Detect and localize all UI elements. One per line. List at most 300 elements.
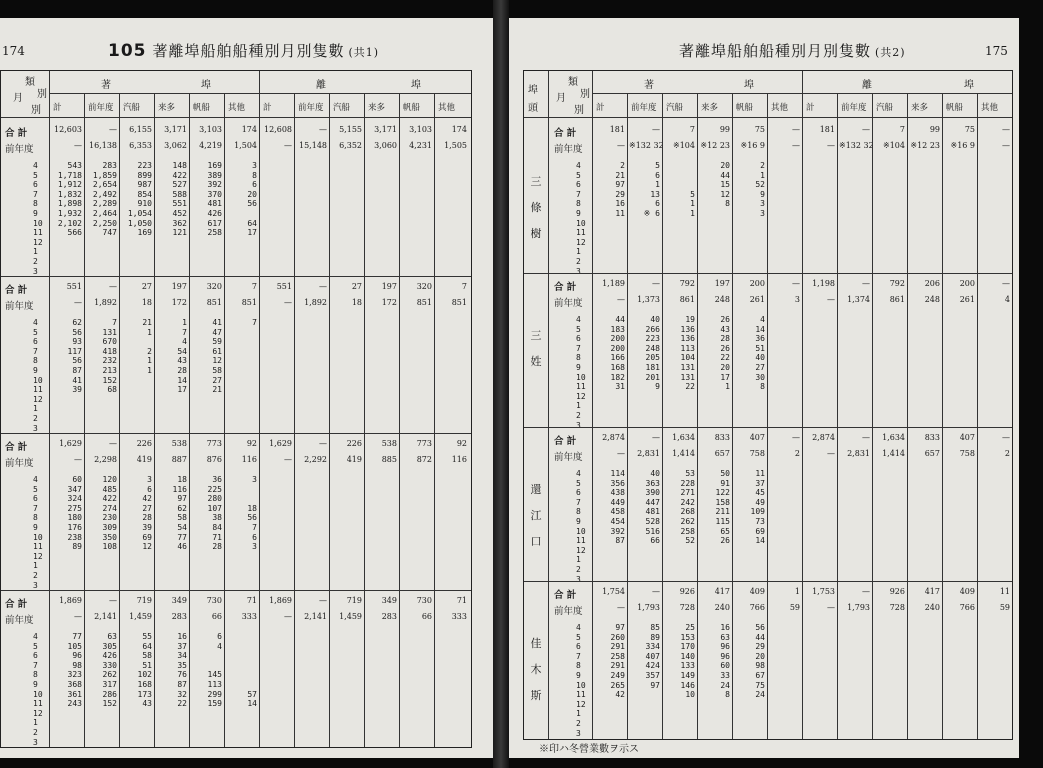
- month-label: 12: [33, 394, 43, 404]
- month-value: 40: [755, 353, 765, 363]
- group-port-a-2: 埠: [744, 80, 754, 91]
- total-label: 合 計: [554, 128, 577, 139]
- month-value: 32: [177, 689, 187, 699]
- month-value: [769, 642, 800, 652]
- month-value: 1,932: [57, 208, 82, 218]
- column-rule: [329, 93, 330, 747]
- col-header: 前年度: [841, 103, 867, 113]
- month-value: [769, 334, 800, 344]
- month-value: 291: [610, 642, 625, 652]
- prev-cell: 333: [451, 612, 467, 621]
- prev-cell: 728: [889, 603, 905, 612]
- total-cell: 719: [136, 596, 152, 605]
- month-label: 10: [33, 375, 43, 385]
- month-value: 14: [177, 375, 187, 385]
- month-value: [664, 180, 695, 190]
- group-arrive: 著: [101, 80, 111, 91]
- prev-cell: —: [74, 298, 82, 307]
- month-value: [769, 488, 800, 498]
- table-part-2: (共2): [875, 46, 906, 59]
- column-rule: [697, 93, 698, 739]
- month-label: 12: [576, 237, 586, 247]
- month-value: 28: [212, 542, 222, 552]
- total-cell: —: [792, 279, 800, 288]
- month-value: 56: [72, 356, 82, 366]
- total-cell: 2,874: [602, 433, 625, 442]
- month-value: [769, 652, 800, 662]
- month-label: 5: [576, 478, 581, 488]
- month-value: [769, 325, 800, 335]
- month-value: 180: [67, 513, 82, 523]
- prev-cell: 1,793: [847, 603, 870, 612]
- column-rule: [259, 93, 260, 747]
- month-value: 26: [720, 315, 730, 324]
- month-value: 43: [177, 356, 187, 366]
- month-value: 20: [755, 651, 765, 661]
- prev-cell: 2,141: [304, 612, 327, 621]
- month-value: 89: [650, 632, 660, 642]
- month-value: 55: [142, 632, 152, 641]
- month-label: 12: [576, 699, 586, 709]
- month-value-column: [664, 623, 695, 700]
- prev-cell: 1,459: [339, 612, 362, 621]
- month-value: 1: [690, 199, 695, 209]
- prev-cell: 1,504: [234, 141, 257, 150]
- month-value: 96: [72, 651, 82, 661]
- col-header: 其他: [981, 103, 999, 113]
- month-value: 50: [720, 469, 730, 478]
- prev-cell: 2,292: [304, 455, 327, 464]
- col-header: 汽船: [123, 103, 141, 113]
- prev-cell: —: [617, 603, 625, 612]
- month-value: [769, 180, 800, 190]
- month-label: 7: [576, 343, 581, 353]
- month-value: 1,050: [127, 218, 152, 228]
- month-value: 44: [755, 632, 765, 642]
- month-value: 52: [685, 536, 695, 546]
- total-cell: 1: [794, 587, 800, 596]
- table-title: 著離埠船舶船種別月別隻數: [152, 42, 345, 60]
- month-value: 76: [177, 670, 187, 680]
- month-value: 146: [680, 680, 695, 690]
- prev-cell: 872: [416, 455, 432, 464]
- month-value: 19: [685, 315, 695, 324]
- month-label: 3: [576, 728, 581, 738]
- month-value: 69: [142, 532, 152, 542]
- month-value: 4: [217, 641, 222, 651]
- col-header: 来多: [701, 103, 719, 113]
- total-cell: 833: [924, 433, 940, 442]
- month-label: 1: [576, 709, 581, 719]
- prev-cell: ※104: [673, 141, 695, 150]
- total-cell: —: [1002, 125, 1010, 134]
- column-rule: [154, 93, 155, 747]
- month-value: 213: [102, 365, 117, 375]
- month-value-column: [699, 469, 730, 546]
- month-value: 63: [720, 632, 730, 642]
- month-value: 588: [172, 189, 187, 199]
- month-value: 223: [137, 161, 152, 170]
- corner-label-port: 埠: [528, 85, 538, 96]
- prev-cell: 1,892: [94, 298, 117, 307]
- month-value: 438: [610, 488, 625, 498]
- month-value-column: [51, 161, 82, 238]
- month-value: [664, 171, 695, 181]
- month-value-column: [121, 318, 152, 395]
- month-value: 266: [645, 324, 660, 334]
- col-header: 来多: [158, 103, 176, 113]
- month-value: 2,654: [92, 180, 117, 190]
- month-value: 87: [615, 536, 625, 546]
- right-page-number: 175: [985, 44, 1008, 58]
- month-value: 347: [67, 484, 82, 494]
- month-value: 424: [645, 661, 660, 671]
- prev-cell: 116: [451, 455, 467, 464]
- month-label: 12: [576, 545, 586, 555]
- prev-cell: 333: [241, 612, 257, 621]
- month-value: [769, 161, 800, 171]
- month-label: 8: [33, 356, 38, 366]
- left-page-number: 174: [2, 44, 25, 58]
- month-value: 84: [212, 522, 222, 532]
- total-cell: 792: [679, 279, 695, 288]
- month-value: [226, 661, 257, 671]
- month-value: 258: [610, 651, 625, 661]
- month-value: 45: [755, 488, 765, 498]
- month-label: 6: [33, 337, 38, 347]
- month-value-column: [226, 632, 257, 709]
- column-rule: [767, 93, 768, 739]
- total-cell: 3,171: [374, 125, 397, 134]
- month-value-column: [86, 475, 117, 552]
- month-label: 4: [33, 318, 38, 327]
- month-value: 36: [755, 334, 765, 344]
- group-depart-2: 離: [862, 80, 872, 91]
- total-label: 合 計: [5, 599, 28, 610]
- month-value: 1,912: [57, 180, 82, 190]
- port-name: 三 姓: [530, 329, 542, 368]
- month-list: [33, 318, 43, 433]
- month-label: 9: [576, 516, 581, 526]
- month-value: 27: [212, 375, 222, 385]
- month-value: 136: [680, 324, 695, 334]
- month-value: [769, 633, 800, 643]
- month-value: 149: [680, 670, 695, 680]
- month-value: 24: [720, 680, 730, 690]
- month-value-column: [734, 315, 765, 392]
- group-port-b: 埠: [411, 80, 421, 91]
- month-value: [226, 356, 257, 366]
- month-value: [226, 642, 257, 652]
- total-label: 合 計: [5, 128, 28, 139]
- month-value: 323: [67, 670, 82, 680]
- month-value: [769, 536, 800, 546]
- month-label: 10: [576, 526, 586, 536]
- month-value: 58: [212, 365, 222, 375]
- month-label: 9: [576, 670, 581, 680]
- month-value: 43: [142, 699, 152, 709]
- month-value-column: [156, 318, 187, 395]
- prev-cell: 3,062: [164, 141, 187, 150]
- month-value: [769, 623, 800, 633]
- total-cell: —: [652, 433, 660, 442]
- month-label: 10: [576, 218, 586, 228]
- total-cell: 1,753: [812, 587, 835, 596]
- month-label: 3: [33, 266, 38, 276]
- prev-year-label: 前年度: [5, 615, 34, 626]
- month-value-column: [594, 315, 625, 392]
- month-value: 16: [177, 632, 187, 641]
- month-value: 3: [252, 475, 257, 484]
- month-label: 5: [33, 484, 38, 494]
- column-rule: [364, 93, 365, 747]
- month-value: 107: [207, 503, 222, 513]
- month-label: 8: [33, 199, 38, 209]
- month-value: 39: [72, 385, 82, 395]
- total-cell: 7: [461, 282, 467, 291]
- month-value: 2,250: [92, 218, 117, 228]
- month-value: 59: [212, 337, 222, 347]
- month-value: 516: [645, 526, 660, 536]
- total-cell: 1,869: [59, 596, 82, 605]
- month-value: 97: [650, 680, 660, 690]
- month-value: 58: [177, 513, 187, 523]
- month-value: 168: [610, 362, 625, 372]
- month-label: 6: [33, 651, 38, 661]
- month-value: 20: [247, 189, 257, 199]
- month-label: 5: [33, 327, 38, 337]
- total-cell: 92: [456, 439, 467, 448]
- month-value: 274: [102, 503, 117, 513]
- prev-cell: 887: [171, 455, 187, 464]
- column-rule: [434, 93, 435, 747]
- total-cell: —: [652, 587, 660, 596]
- month-label: 7: [33, 189, 38, 199]
- month-value: 97: [615, 180, 625, 190]
- month-label: 8: [576, 661, 581, 671]
- month-value: 87: [177, 679, 187, 689]
- col-header: 其他: [228, 103, 246, 113]
- month-value: 305: [102, 641, 117, 651]
- col-header: 汽船: [333, 103, 351, 113]
- prev-cell: ※132 32: [839, 141, 874, 150]
- month-value: 97: [615, 623, 625, 632]
- month-value: 168: [137, 679, 152, 689]
- col-header: 其他: [438, 103, 456, 113]
- prev-cell: 66: [211, 612, 222, 621]
- prev-cell: 1,374: [847, 295, 870, 304]
- total-cell: —: [319, 125, 327, 134]
- month-value: 7: [252, 318, 257, 327]
- month-value: [191, 661, 222, 671]
- total-cell: 206: [924, 279, 940, 288]
- month-value: 3: [252, 161, 257, 170]
- prev-cell: 3,060: [374, 141, 397, 150]
- month-value: 9: [760, 189, 765, 199]
- prev-cell: —: [284, 298, 292, 307]
- prev-cell: 116: [241, 455, 257, 464]
- prev-cell: ※16 9: [740, 141, 765, 150]
- month-value: 1: [690, 208, 695, 218]
- prev-cell: 1,892: [304, 298, 327, 307]
- prev-cell: —: [74, 141, 82, 150]
- prev-cell: 657: [714, 449, 730, 458]
- month-value: 27: [142, 503, 152, 513]
- month-value: 361: [67, 689, 82, 699]
- total-cell: 719: [346, 596, 362, 605]
- month-value: 28: [177, 365, 187, 375]
- month-value: [769, 171, 800, 181]
- total-cell: 11: [999, 587, 1010, 596]
- month-value: 22: [685, 382, 695, 392]
- month-value: [226, 337, 257, 347]
- prev-cell: 248: [924, 295, 940, 304]
- total-cell: 75: [964, 125, 975, 134]
- month-label: 8: [33, 513, 38, 523]
- month-value: 35: [177, 660, 187, 670]
- month-value: 248: [645, 343, 660, 353]
- prev-cell: ※132 32: [629, 141, 664, 150]
- month-value: 116: [172, 484, 187, 494]
- prev-cell: 1,459: [129, 612, 152, 621]
- month-value: 98: [755, 661, 765, 671]
- prev-cell: 248: [714, 295, 730, 304]
- prev-cell: —: [792, 141, 800, 150]
- prev-cell: 4: [1004, 295, 1010, 304]
- month-value: 543: [67, 161, 82, 170]
- month-value: 390: [645, 488, 660, 498]
- month-value: 899: [137, 170, 152, 180]
- month-value: 18: [247, 503, 257, 513]
- corner-label-bie1: 別: [37, 89, 47, 100]
- month-value: 2: [620, 161, 625, 170]
- month-value-column: [191, 161, 222, 238]
- month-value: 105: [67, 641, 82, 651]
- month-value: 243: [67, 699, 82, 709]
- month-value: 44: [615, 315, 625, 324]
- prev-cell: 18: [351, 298, 362, 307]
- month-value: 200: [610, 343, 625, 353]
- total-cell: 1,198: [812, 279, 835, 288]
- month-label: 11: [576, 690, 586, 700]
- total-cell: 407: [749, 433, 765, 442]
- month-value: 20: [720, 161, 730, 170]
- month-value: 36: [212, 475, 222, 484]
- month-value-column: [734, 161, 765, 219]
- month-value: [769, 469, 800, 479]
- total-cell: 99: [929, 125, 940, 134]
- month-label: 2: [33, 727, 38, 737]
- month-label: 6: [576, 488, 581, 498]
- month-value: 426: [207, 208, 222, 218]
- month-value: [769, 507, 800, 517]
- month-label: 4: [576, 623, 581, 632]
- prev-cell: —: [284, 455, 292, 464]
- month-value-column: [769, 161, 800, 219]
- month-value: 5: [655, 161, 660, 170]
- month-label: 4: [576, 315, 581, 324]
- block-rule: [524, 581, 1012, 582]
- total-cell: —: [792, 125, 800, 134]
- column-rule: [942, 93, 943, 739]
- total-cell: —: [319, 439, 327, 448]
- corner-label-bie2: 別: [31, 105, 41, 116]
- month-value: [769, 315, 800, 325]
- total-cell: 1,634: [672, 433, 695, 442]
- month-value: 407: [645, 651, 660, 661]
- total-cell: 3,103: [199, 125, 222, 134]
- month-value: 77: [72, 632, 82, 641]
- month-value: [769, 517, 800, 527]
- prev-cell: 18: [141, 298, 152, 307]
- col-header: 汽船: [876, 103, 894, 113]
- month-label: 7: [33, 346, 38, 356]
- month-value: 114: [610, 469, 625, 478]
- month-value: 280: [207, 494, 222, 504]
- month-value: 131: [102, 327, 117, 337]
- month-value-column: [594, 161, 625, 219]
- month-value-column: [699, 623, 730, 700]
- month-label: 11: [576, 228, 586, 238]
- month-value: 20: [720, 362, 730, 372]
- month-label: 11: [33, 542, 43, 552]
- prev-cell: 766: [749, 603, 765, 612]
- month-value: [121, 376, 152, 386]
- month-value: 60: [72, 475, 82, 484]
- month-value: 225: [207, 484, 222, 494]
- month-value: 8: [760, 382, 765, 392]
- month-value: 71: [212, 532, 222, 542]
- month-value-column: [51, 632, 82, 709]
- block-rule: [1, 276, 471, 277]
- month-value: 275: [67, 503, 82, 513]
- month-value-column: [156, 632, 187, 709]
- total-cell: 181: [819, 125, 835, 134]
- month-value: 418: [102, 346, 117, 356]
- month-value: 2,492: [92, 189, 117, 199]
- month-label: 4: [33, 161, 38, 170]
- total-cell: 320: [416, 282, 432, 291]
- month-label: 7: [576, 189, 581, 199]
- month-value: 260: [610, 632, 625, 642]
- month-value: [226, 651, 257, 661]
- corner-label-head: 頭: [528, 103, 538, 114]
- month-value: 392: [610, 526, 625, 536]
- month-value: [226, 376, 257, 386]
- block-rule: [524, 427, 1012, 428]
- month-value: 201: [645, 372, 660, 382]
- month-value: 34: [177, 651, 187, 661]
- month-value: [769, 527, 800, 537]
- month-value-column: [86, 161, 117, 238]
- month-list: [33, 475, 43, 590]
- month-list: [33, 632, 43, 747]
- month-value: 18: [177, 475, 187, 484]
- month-value: 1,859: [92, 170, 117, 180]
- total-cell: 1,634: [882, 433, 905, 442]
- month-label: 9: [33, 679, 38, 689]
- month-value: [769, 479, 800, 489]
- month-value: [226, 366, 257, 376]
- month-value: 89: [72, 542, 82, 552]
- col-header: 計: [53, 103, 62, 113]
- month-value: 6: [252, 180, 257, 190]
- month-label: 3: [33, 737, 38, 747]
- month-label: 12: [576, 391, 586, 401]
- month-value: 22: [720, 353, 730, 363]
- total-cell: 71: [246, 596, 257, 605]
- month-value: 131: [680, 372, 695, 382]
